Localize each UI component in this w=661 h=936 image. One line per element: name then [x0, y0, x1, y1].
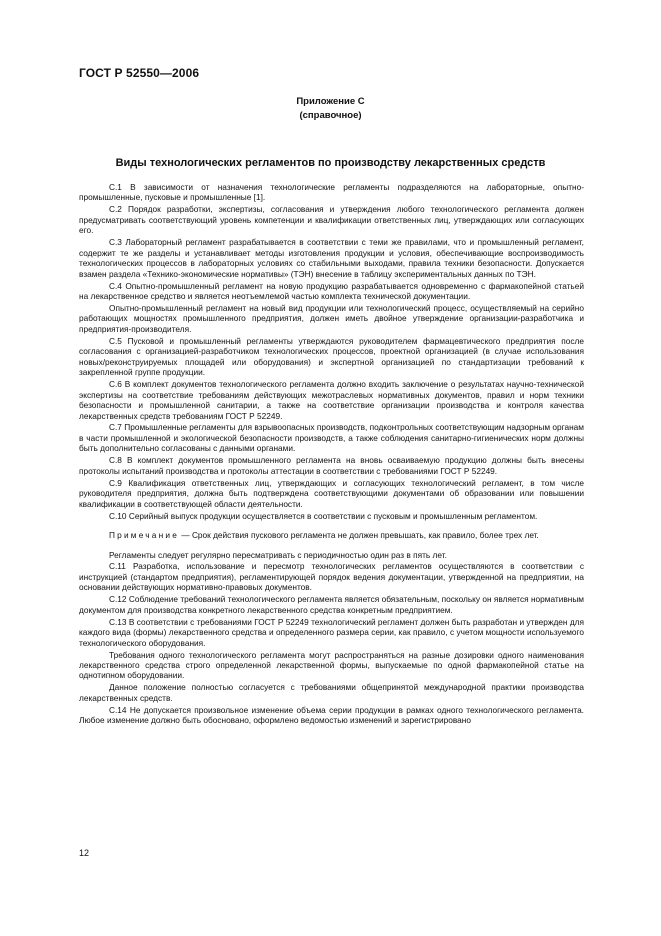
standard-number-header: ГОСТ Р 52550—2006 — [79, 66, 200, 80]
appendix-kind: (справочное) — [299, 110, 362, 121]
paragraph-c6: С.6 В комплект документов технологического регламента должно входить заключение о результатах научно-технической экспертизы на соответствие требованиям действующих межотраслевых нормативных документов, правил и норм техники безопасности и промышленной санитарии, а также на соответствие организации производства и контроля качества лекарственных средств требованиям ГОСТ Р 52249. — [79, 379, 584, 421]
paragraph-c12: С.12 Соблюдение требований технологического регламента является обязательным, поскольку он является нормативным документом для производства конкретного лекарственного средства конкретным предприятием. — [79, 594, 584, 615]
note-label: Примечание — [109, 530, 180, 541]
paragraph-c8: С.8 В комплект документов промышленного регламента на вновь осваиваемую продукцию должны быть внесены протоколы испытаний производства и протоколы аттестации в соответствии с требованиями ГОСТ Р 52249. — [79, 455, 584, 476]
paragraph-c1: С.1 В зависимости от назначения технологические регламенты подразделяются на лабораторные, опытно-промышленные, пусковые и промышленные [1]. — [79, 182, 584, 203]
paragraph-c2: С.2 Порядок разработки, экспертизы, согласования и утверждения любого технологического регламента должен предусматривать соответствующий уровень компетенции и квалификации ответственных лиц, утверждающих или согласующих его. — [79, 204, 584, 236]
paragraph-c9: С.9 Квалификация ответственных лиц, утверждающих и согласующих технологический регламент, в том числе руководителя предприятия, должна быть подтверждена соответствующими документами об образовании или повышении квалификации в соответствующей области деятельности. — [79, 477, 584, 509]
paragraph-c4-continued: Опытно-промышленный регламент на новый вид продукции или технологический процесс, осуществляемый на серийно работающих мощностях промышленного предприятия, должен иметь двойное утверждение организации-разработчика и предприятия-производителя. — [79, 302, 584, 334]
paragraph-c7: С.7 Промышленные регламенты для взрывоопасных производств, подконтрольных соответствующим надзорным органам в части промышленной и экологической безопасности производств, а также соблюдения санитарно-гигиенических норм должны быть дополнительно согласованы с данными органами. — [79, 422, 584, 454]
document-body — [79, 182, 584, 727]
appendix-heading — [0, 95, 661, 123]
paragraph-c4: С.4 Опытно-промышленный регламент на новую продукцию разрабатывается одновременно с фармакопейной статьей на лекарственное средство и является неотъемлемой частью комплекта технической документации. — [79, 280, 584, 302]
paragraph-c3: С.3 Лабораторный регламент разрабатывается в соответствии с теми же правилами, что и промышленный регламент, содержит те же разделы и устанавливает методы изготовления продукции и условия, обеспечивающие воспроизводимость технологических процессов в лабораторных условиях со стабильными выходами, правила техники безопасности. Допускается взамен раздела «Технико-экономические нормативы» (ТЭН) внесение в таблицу экспериментальных данных по ТЭН. — [79, 237, 584, 279]
paragraph-c10: С.10 Серийный выпуск продукции осуществляется в соответствии с пусковым и промышленным регламентом. — [109, 510, 538, 521]
paragraph-c5: С.5 Пусковой и промышленный регламенты утверждаются руководителем фармацевтического предприятия после согласования с организацией-разработчиком технологических процессов, проектной организацией (в случае использования новых/реконструируемых площадей или оборудования) и экспертной организацией по стандартизации требований к закрепленной группе продукции. — [79, 335, 584, 378]
paragraph-c13-international: Данное положение полностью согласуется с требованиями общепринятой международной практики производства лекарственных средств. — [79, 682, 584, 703]
note-text: — Срок действия пускового регламента не должен превышать, как правило, более трех лет. — [179, 530, 539, 541]
appendix-label: Приложение С — [296, 96, 365, 107]
paragraph-c11: С.11 Разработка, использование и пересмотр технологических регламентов осуществляются в соответствии с инструкцией (стандартом предприятия), регламентирующей порядок ведения документации, утвержденной на предприятии, на основании действующих нормативно-правовых документов. — [79, 561, 584, 593]
document-title: Виды технологических регламентов по производству лекарственных средств — [115, 157, 546, 169]
paragraph-c14: С.14 Не допускается произвольное изменение объема серии продукции в рамках одного технологического регламента. Любое изменение должно быть обосновано, оформлено ведомостью изменений и зарегистрировано — [79, 704, 584, 726]
paragraph-c13-dosages: Требования одного технологического регламента могут распространяться на разные дозировки одного наименования лекарственного средства строго определенной лекарственной формы, выпускаемые по одной фармакопейной статье на однотипном оборудовании. — [79, 649, 584, 681]
note — [79, 530, 584, 540]
paragraph-review-period: Регламенты следует регулярно пересматривать с периодичностью один раз в пять лет. — [109, 549, 447, 560]
page-number: 12 — [79, 848, 90, 858]
paragraph-c13: С.13 В соответствии с требованиями ГОСТ Р 52249 технологический регламент должен быть разработан и утвержден для каждого вида (формы) лекарственного средства и определенного размера серии, как правило, с учетом мощности используемого технологического оборудования. — [79, 616, 584, 648]
